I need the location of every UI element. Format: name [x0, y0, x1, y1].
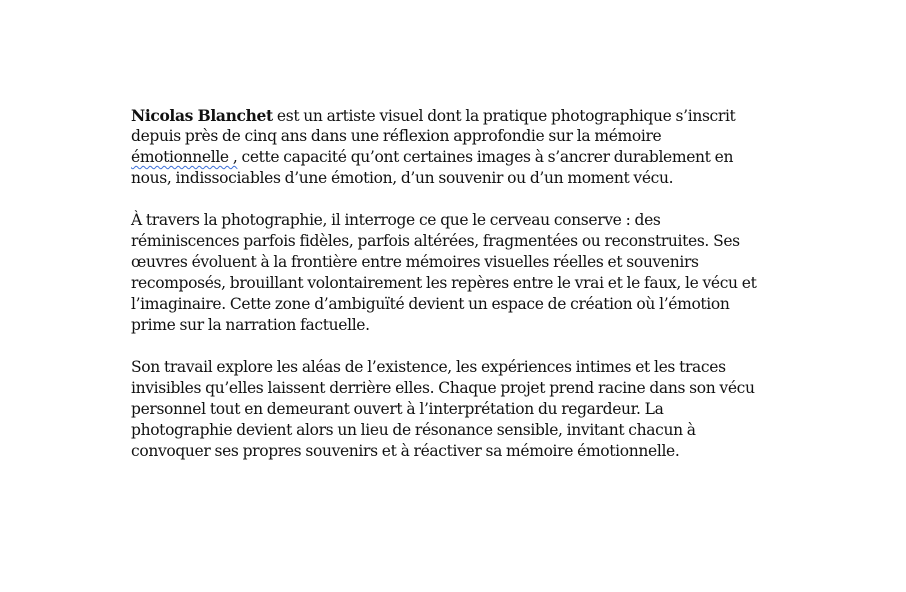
text-run: est un artiste visuel dont la pratique photographique s’inscrit — [272, 107, 736, 125]
text-line: nous, indissociables d’une émotion, d’un souvenir ou d’un moment vécu. — [131, 169, 674, 187]
paragraph-intro — [131, 105, 781, 189]
text-line: depuis près de cinq ans dans une réflexion approfondie sur la mémoire — [131, 127, 662, 145]
spellcheck-flagged-word[interactable]: émotionnelle , — [131, 148, 238, 166]
text-line: convoquer ses propres souvenirs et à réactiver sa mémoire émotionnelle. — [131, 442, 680, 460]
text-line — [131, 105, 781, 126]
text-line — [131, 147, 781, 168]
text-line: photographie devient alors un lieu de résonance sensible, invitant chacun à — [131, 421, 696, 439]
paragraph-photography — [131, 210, 781, 336]
text-line: invisibles qu’elles laissent derrière elles. Chaque projet prend racine dans son vécu — [131, 379, 755, 397]
document-body[interactable] — [131, 105, 781, 483]
author-name: Nicolas Blanchet — [131, 106, 273, 125]
text-run: cette capacité qu’ont certaines images à s’ancrer durablement en — [237, 148, 734, 166]
text-line: l’imaginaire. Cette zone d’ambiguïté devient un espace de création où l’émotion — [131, 295, 730, 313]
text-line: personnel tout en demeurant ouvert à l’interprétation du regardeur. La — [131, 400, 664, 418]
text-line: À travers la photographie, il interroge ce que le cerveau conserve : des — [131, 211, 661, 229]
text-line: œuvres évoluent à la frontière entre mémoires visuelles réelles et souvenirs — [131, 253, 699, 271]
paragraph-work — [131, 357, 781, 462]
text-line: réminiscences parfois fidèles, parfois altérées, fragmentées ou reconstruites. Ses — [131, 232, 740, 250]
text-line: prime sur la narration factuelle. — [131, 316, 370, 334]
text-line: Son travail explore les aléas de l’existence, les expériences intimes et les traces — [131, 358, 726, 376]
text-line: recomposés, brouillant volontairement les repères entre le vrai et le faux, le vécu et — [131, 274, 757, 292]
